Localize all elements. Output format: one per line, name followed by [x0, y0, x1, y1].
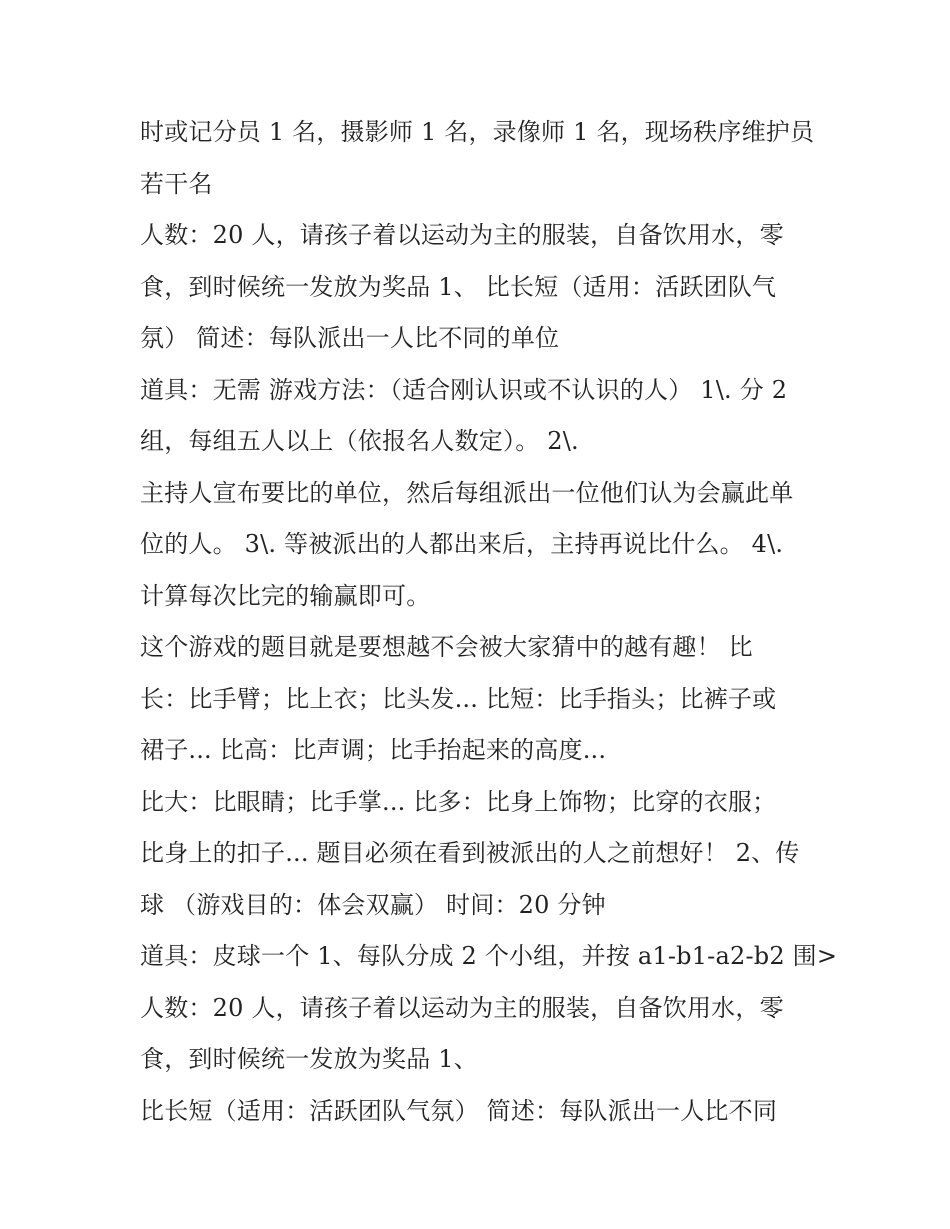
text-line: 这个游戏的题目就是要想越不会被大家猜中的越有趣！ 比	[140, 633, 753, 661]
text-line: 时或记分员 1 名，摄影师 1 名，录像师 1 名，现场秩序维护员	[140, 118, 815, 146]
text-line: 人数：20 人，请孩子着以运动为主的服装，自备饮用水，零	[140, 993, 784, 1022]
text-line: 氛） 简述：每队派出一人比不同的单位	[140, 324, 560, 352]
document-body	[140, 107, 838, 1137]
text-line: 计算每次比完的输赢即可。	[140, 581, 431, 610]
text-line: 人数：20 人，请孩子着以运动为主的服装，自备饮用水，零	[140, 221, 784, 249]
text-line: 比长短（适用：活跃团队气氛） 简述：每队派出一人比不同	[140, 1096, 778, 1125]
text-line: 若干名	[140, 169, 213, 198]
text-line: 长：比手臂；比上衣；比头发... 比短：比手指头；比裤子或	[140, 684, 777, 713]
text-line: 组，每组五人以上（依报名人数定）。 2\.	[140, 427, 579, 455]
text-line: 位的人。 3\. 等被派出的人都出来后，主持再说比什么。 4\.	[140, 530, 784, 558]
text-line: 裙子... 比高：比声调；比手抬起来的高度...	[140, 736, 607, 764]
text-line: 球 （游戏目的：体会双赢） 时间：20 分钟	[140, 890, 606, 919]
text-line: 道具：皮球一个 1、每队分成 2 个小组，并按 a1-b1-a2-b2 围>	[140, 942, 838, 970]
text-line: 食，到时候统一发放为奖品 1、 比长短（适用：活跃团队气	[140, 272, 777, 301]
text-line: 道具：无需 游戏方法：（适合刚认识或不认识的人） 1\. 分 2	[140, 375, 788, 404]
text-line: 比身上的扣子... 题目必须在看到被派出的人之前想好！ 2、传	[140, 839, 800, 867]
text-line: 食，到时候统一发放为奖品 1、	[140, 1045, 478, 1073]
text-line: 主持人宣布要比的单位，然后每组派出一位他们认为会赢此单	[140, 478, 794, 507]
text-line: 比大：比眼睛；比手掌... 比多：比身上饰物；比穿的衣服；	[140, 787, 777, 816]
